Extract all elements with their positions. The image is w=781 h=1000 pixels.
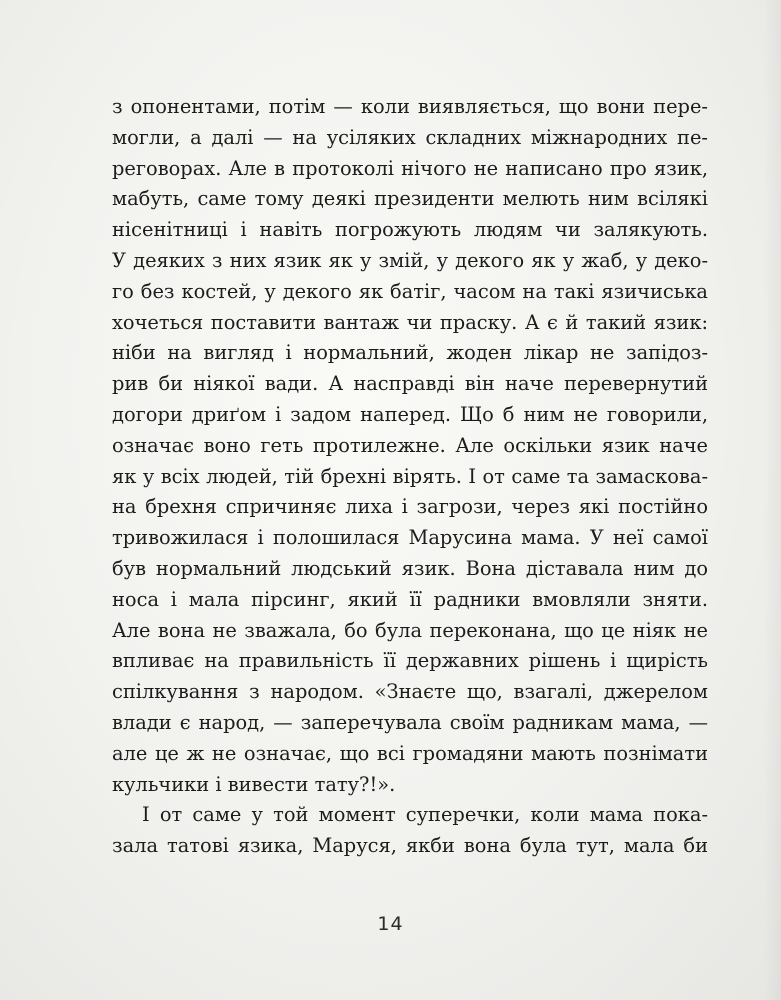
text-line: тривожилася і полошилася Марусина мама. У неї самої xyxy=(112,526,708,550)
text-line: з опонентами, потім — коли виявляється, що вони пере- xyxy=(112,95,708,118)
text-line: І от саме у той момент суперечки, коли мама пока- xyxy=(142,803,708,827)
text-line: спілкування з народом. «Знаєте що, взагалі, джерелом xyxy=(112,680,708,704)
text-line: рив би ніякої вади. А насправді він наче перевернутий xyxy=(112,372,708,396)
page-number: 14 xyxy=(377,913,404,935)
text-line: влади є народ, — заперечувала своїм радникам мама, — xyxy=(112,710,708,734)
text-line: го без костей, у декого як батіг, часом на такі язичиська xyxy=(112,279,708,303)
text-line: як у всіх людей, тій брехні вірять. І от саме та замаскова- xyxy=(112,464,708,488)
text-line: на брехня спричиняє лиха і загрози, через які постійно xyxy=(112,495,708,519)
text-line: нісенітниці і навіть погрожують людям чи залякують. xyxy=(112,218,708,242)
text-line: був нормальний людський язик. Вона діставала ним до xyxy=(112,556,708,580)
text-line: кульчики і вивести тату?!». xyxy=(112,772,396,796)
text-line: могли, а далі — на усіляких складних міжнародних пе- xyxy=(112,125,708,149)
text-line: Але вона не зважала, бо була переконана, що це ніяк не xyxy=(112,618,708,642)
text-line: означає воно геть протилежне. Але оскільки язик наче xyxy=(112,433,708,457)
text-line: реговорах. Але в протоколі нічого не написано про язик, xyxy=(112,156,708,180)
text-line: впливає на правильність її державних рішень і щирість xyxy=(112,649,708,673)
text-line: У деяких з них язик як у змій, у декого як у жаб, у деко- xyxy=(112,248,708,272)
text-line: носа і мала пірсинг, який її радники вмовляли зняти. xyxy=(112,587,708,611)
page-edge-shadow xyxy=(763,0,781,1000)
text-line: хочеться поставити вантаж чи праску. А є й такий язик: xyxy=(112,310,708,334)
text-line: догори дриґом і задом наперед. Що б ним не говорили, xyxy=(112,402,708,426)
body-text xyxy=(112,92,708,862)
text-line: мабуть, саме тому деякі президенти мелють ним всілякі xyxy=(112,187,708,211)
text-line: зала татові язика, Маруся, якби вона була тут, мала би xyxy=(112,834,708,858)
text-line: але це ж не означає, що всі громадяни мають познімати xyxy=(112,741,708,765)
text-line: ніби на вигляд і нормальний, жоден лікар не запідоз- xyxy=(112,341,708,365)
